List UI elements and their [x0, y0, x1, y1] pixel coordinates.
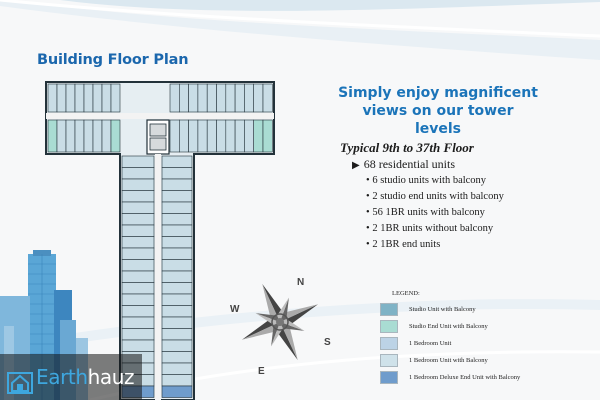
unit-cell: [122, 202, 154, 214]
house-logo-icon: [7, 372, 33, 394]
list-item: • 56 1BR units with balcony: [366, 205, 504, 221]
unit-cell: [122, 214, 154, 226]
unit-cell: [263, 120, 272, 152]
headline: [338, 84, 538, 138]
unit-cell: [75, 84, 84, 112]
unit-cell: [162, 179, 192, 191]
unit-cell: [217, 84, 226, 112]
unit-cell: [179, 120, 188, 152]
legend-label: Studio Unit with Balcony: [409, 305, 476, 313]
unit-cell: [162, 260, 192, 272]
brand-name-hauz: hauz: [87, 365, 135, 389]
legend-title: LEGEND:: [392, 290, 420, 297]
unit-cell: [170, 120, 179, 152]
unit-cell: [162, 352, 192, 364]
unit-cell: [162, 156, 192, 168]
list-item: • 6 studio units with balcony: [366, 173, 504, 189]
list-item: • 2 1BR end units: [366, 237, 504, 253]
unit-cell: [198, 84, 207, 112]
unit-cell: [48, 120, 57, 152]
page-title: Building Floor Plan: [37, 52, 189, 68]
legend-swatch: [380, 337, 398, 350]
unit-cell: [66, 120, 75, 152]
unit-cell: [263, 84, 272, 112]
unit-cell: [217, 120, 226, 152]
unit-cell: [179, 84, 188, 112]
legend-swatch: [380, 371, 398, 384]
legend-item: [380, 352, 520, 368]
unit-cell: [48, 84, 57, 112]
legend-swatch: [380, 320, 398, 333]
unit-cell: [122, 168, 154, 180]
unit-cell: [189, 120, 198, 152]
unit-cell: [162, 271, 192, 283]
unit-cell: [57, 120, 66, 152]
legend-item: [380, 301, 520, 317]
bullet-triangle-icon: ▶: [352, 160, 360, 171]
legend-item: [380, 369, 520, 385]
compass-s: S: [324, 337, 331, 348]
legend-swatch: [380, 354, 398, 367]
unit-cell: [162, 225, 192, 237]
unit-cell: [198, 120, 207, 152]
unit-cell: [162, 237, 192, 249]
unit-cell: [122, 237, 154, 249]
unit-cell: [122, 156, 154, 168]
legend-swatch: [380, 303, 398, 316]
legend-label: 1 Bedroom Unit with Balcony: [409, 356, 488, 364]
unit-cell: [170, 84, 179, 112]
unit-cell: [111, 84, 120, 112]
unit-cell: [207, 120, 216, 152]
unit-cell: [84, 84, 93, 112]
compass-rose: [224, 270, 344, 380]
brand-name: [36, 365, 134, 389]
unit-cell: [162, 329, 192, 341]
unit-cell: [162, 168, 192, 180]
unit-cell: [162, 283, 192, 295]
legend: [380, 290, 520, 386]
unit-cell: [226, 120, 235, 152]
compass-w: W: [230, 304, 240, 315]
units-total: [352, 157, 455, 172]
unit-cell: [162, 191, 192, 203]
unit-cell: [122, 225, 154, 237]
unit-cell: [102, 84, 111, 112]
legend-item: [380, 318, 520, 334]
list-item: • 2 1BR units without balcony: [366, 221, 504, 237]
unit-cell: [189, 84, 198, 112]
legend-label: 1 Bedroom Deluxe End Unit with Balcony: [409, 373, 521, 381]
unit-cell: [93, 84, 102, 112]
unit-cell: [84, 120, 93, 152]
unit-cell: [102, 120, 111, 152]
unit-cell: [162, 214, 192, 226]
units-total-text: 68 residential units: [363, 157, 456, 171]
unit-cell: [235, 120, 244, 152]
unit-cell: [57, 84, 66, 112]
unit-cell: [162, 317, 192, 329]
unit-cell: [254, 84, 263, 112]
unit-breakdown-list: [366, 173, 504, 253]
legend-label: Studio End Unit with Balcony: [409, 322, 488, 330]
compass-n: N: [297, 277, 305, 288]
unit-cell: [254, 120, 263, 152]
unit-cell: [162, 363, 192, 375]
unit-cell: [93, 120, 102, 152]
unit-cell: [226, 84, 235, 112]
unit-cell: [66, 84, 75, 112]
headline-line-1: Simply enjoy magnificent: [338, 85, 538, 101]
unit-cell: [122, 191, 154, 203]
unit-cell: [162, 340, 192, 352]
list-item: • 2 studio end units with balcony: [366, 189, 504, 205]
unit-cell: [244, 120, 253, 152]
unit-cell: [162, 306, 192, 318]
unit-cell: [162, 202, 192, 214]
legend-label: 1 Bedroom Unit: [409, 339, 452, 347]
unit-cell: [162, 248, 192, 260]
typical-floor-label: Typical 9th to 37th Floor: [340, 140, 474, 155]
unit-cell: [111, 120, 120, 152]
headline-line-2: views on our tower levels: [362, 103, 514, 137]
unit-cell: [162, 386, 192, 398]
compass-e: E: [258, 366, 265, 377]
unit-cell: [235, 84, 244, 112]
unit-cell: [207, 84, 216, 112]
unit-cell: [75, 120, 84, 152]
unit-cell: [162, 375, 192, 387]
unit-cell: [162, 294, 192, 306]
brand-name-earth: Earth: [36, 365, 88, 389]
unit-cell: [122, 179, 154, 191]
unit-cell: [244, 84, 253, 112]
legend-item: [380, 335, 520, 351]
